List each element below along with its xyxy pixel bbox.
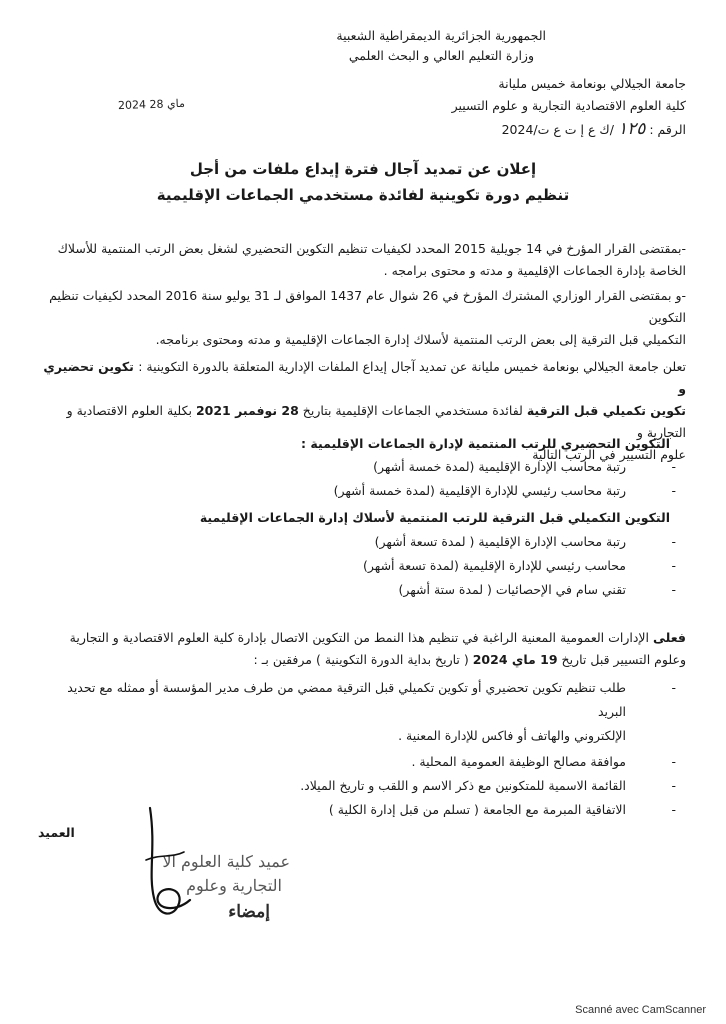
ref-label: الرقم :	[649, 122, 686, 137]
scanner-watermark: Scanné avec CamScanner	[575, 1004, 706, 1016]
ref-handwritten-number: ١٢٥	[617, 119, 646, 139]
preamble-2-line-2: التكميلي قبل الترقية إلى بعض الرتب المنتمية لأسلاك إدارة الجماعات الإقليمية و مدته ومحتوى برنامجه.	[155, 332, 686, 347]
list-item: - محاسب رئيسي للإدارة الإقليمية (لمدة تسعة أشهر)	[363, 554, 626, 578]
preamble-1-line-1: -بمقتضى القرار المؤرخ في 14 جويلية 2015 المحدد لكيفيات تنظيم التكوين التحضيري لشغل بعض الرتب المنتمية للأسلاك	[57, 241, 686, 256]
bullet-dash: -	[671, 558, 676, 573]
list-item: - رتبة محاسب الإدارة الإقليمية ( لمدة تسعة أشهر)	[363, 530, 626, 554]
call-line-1-bold: فعلى	[653, 630, 686, 645]
bullet-dash: -	[671, 778, 676, 793]
call-deadline-date: 19 ماي 2024	[472, 652, 558, 667]
title-line-2: تنظيم دورة تكوينية لفائدة مستخدمي الجماعات الإقليمية	[156, 186, 570, 204]
bullet-dash: -	[671, 534, 676, 549]
bullet-dash: -	[671, 680, 676, 695]
preamble-1-line-2: الخاصة بإدارة الجماعات الإقليمية و مدته و محتوى برامجه .	[383, 263, 686, 278]
list-item: - رتبة محاسب الإدارة الإقليمية (لمدة خمسة أشهر)	[334, 455, 626, 479]
bullet-dash: -	[671, 483, 676, 498]
list-item: - تقني سام في الإحصائيات ( لمدة ستة أشهر)	[363, 578, 626, 602]
ref-code: /ك ع إ ت ع ت/2024	[501, 122, 614, 137]
call-line-2-rest: ( تاريخ بداية الدورة التكوينية ) مرفقين بـ :	[253, 652, 473, 667]
announcement-line-2-bold: تكوين تكميلي قبل الترقية	[526, 403, 686, 418]
call-paragraph	[40, 627, 686, 671]
list-item: - رتبة محاسب رئيسي للإدارة الإقليمية (لمدة خمسة أشهر)	[334, 479, 626, 503]
dean-label: العميد	[38, 825, 75, 840]
call-line-2	[40, 649, 686, 671]
announcement-line-2-rest: بكلية العلوم الاقتصادية و التجارية و	[66, 403, 686, 440]
header-faculty: كلية العلوم الاقتصادية التجارية و علوم التسيير	[451, 98, 686, 113]
preamble-1	[40, 238, 686, 282]
stamp-line-2: التجارية وعلوم	[186, 876, 282, 895]
header-reference	[502, 119, 686, 139]
section-comp-heading: التكوين التكميلي قبل الترقية للرتب المنتمية لأسلاك إدارة الجماعات الإقليمية	[199, 510, 670, 525]
announcement-line-1	[40, 356, 686, 400]
preamble-2	[40, 285, 686, 351]
header-ministry: وزارة التعليم العالي و البحث العلمي	[348, 48, 534, 63]
header-republic: الجمهورية الجزائرية الديمقراطية الشعبية	[336, 28, 546, 43]
announcement-line-2-text: لفائدة مستخدمي الجماعات الإقليمية بتاريخ	[298, 403, 527, 418]
list-item-continuation: الإلكتروني والهاتف أو فاكس للإدارة المعنية .	[398, 728, 626, 743]
call-line-1	[40, 627, 686, 649]
section-comp-list	[363, 530, 676, 602]
preamble-2-line-1: -و بمقتضى القرار الوزاري المشترك المؤرخ في 26 شوال عام 1437 الموافق لـ 31 يوليو سنة 2016 المحدد لكيفيات تنظيم التكوين	[49, 288, 686, 325]
list-item: - القائمة الاسمية للمتكونين مع ذكر الاسم و اللقب و تاريخ الميلاد.	[40, 774, 626, 798]
title-line-1: إعلان عن تمديد آجال فترة إيداع ملفات من أجل	[189, 160, 537, 178]
header-university: جامعة الجيلالي بونعامة خميس مليانة	[498, 76, 686, 91]
stamp-line-1: عميد كلية العلوم الا	[162, 852, 290, 871]
call-line-2-text: وعلوم التسيير قبل تاريخ	[557, 652, 686, 667]
bullet-dash: -	[671, 802, 676, 817]
handwritten-signature	[120, 788, 210, 928]
date-stamp: 2024 ماي 28	[117, 96, 186, 113]
call-line-1-text: الإدارات العمومية المعنية الراغبة في تنظيم هذا النمط من التكوين الاتصال بإدارة كلية العلوم الاقتصادية و التجارية	[69, 630, 653, 645]
section-prep-list	[333, 455, 676, 503]
announcement-line-1-bold: تكوين تحضيري و	[43, 359, 686, 396]
announcement-line-1-text: تعلن جامعة الجيلالي بونعامة خميس مليانة عن تمديد آجال إيداع الملفات الإدارية المتعلقة بالدورة التكوينية :	[138, 359, 686, 374]
stamp-line-3: إمضاء	[228, 902, 270, 922]
list-item: - طلب تنظيم تكوين تحضيري أو تكوين تكميلي قبل الترقية ممضي من طرف مدير المؤسسة أو ممثله مع تحديد البريد	[40, 676, 626, 724]
bullet-dash: -	[671, 582, 676, 597]
bullet-dash: -	[671, 459, 676, 474]
bullet-dash: -	[671, 754, 676, 769]
list-item: - الاتفاقية المبرمة مع الجامعة ( تسلم من قبل إدارة الكلية )	[40, 798, 626, 822]
announcement-line-3: علوم التسيير في الرتب التالية	[532, 447, 686, 462]
list-item: - موافقة مصالح الوظيفة العمومية المحلية .	[40, 750, 626, 774]
announcement-date: 28 نوفمبر 2021	[195, 403, 299, 418]
section-prep-heading: التكوين التحضيري للرتب المنتمية لإدارة الجماعات الإقليمية :	[301, 436, 670, 451]
